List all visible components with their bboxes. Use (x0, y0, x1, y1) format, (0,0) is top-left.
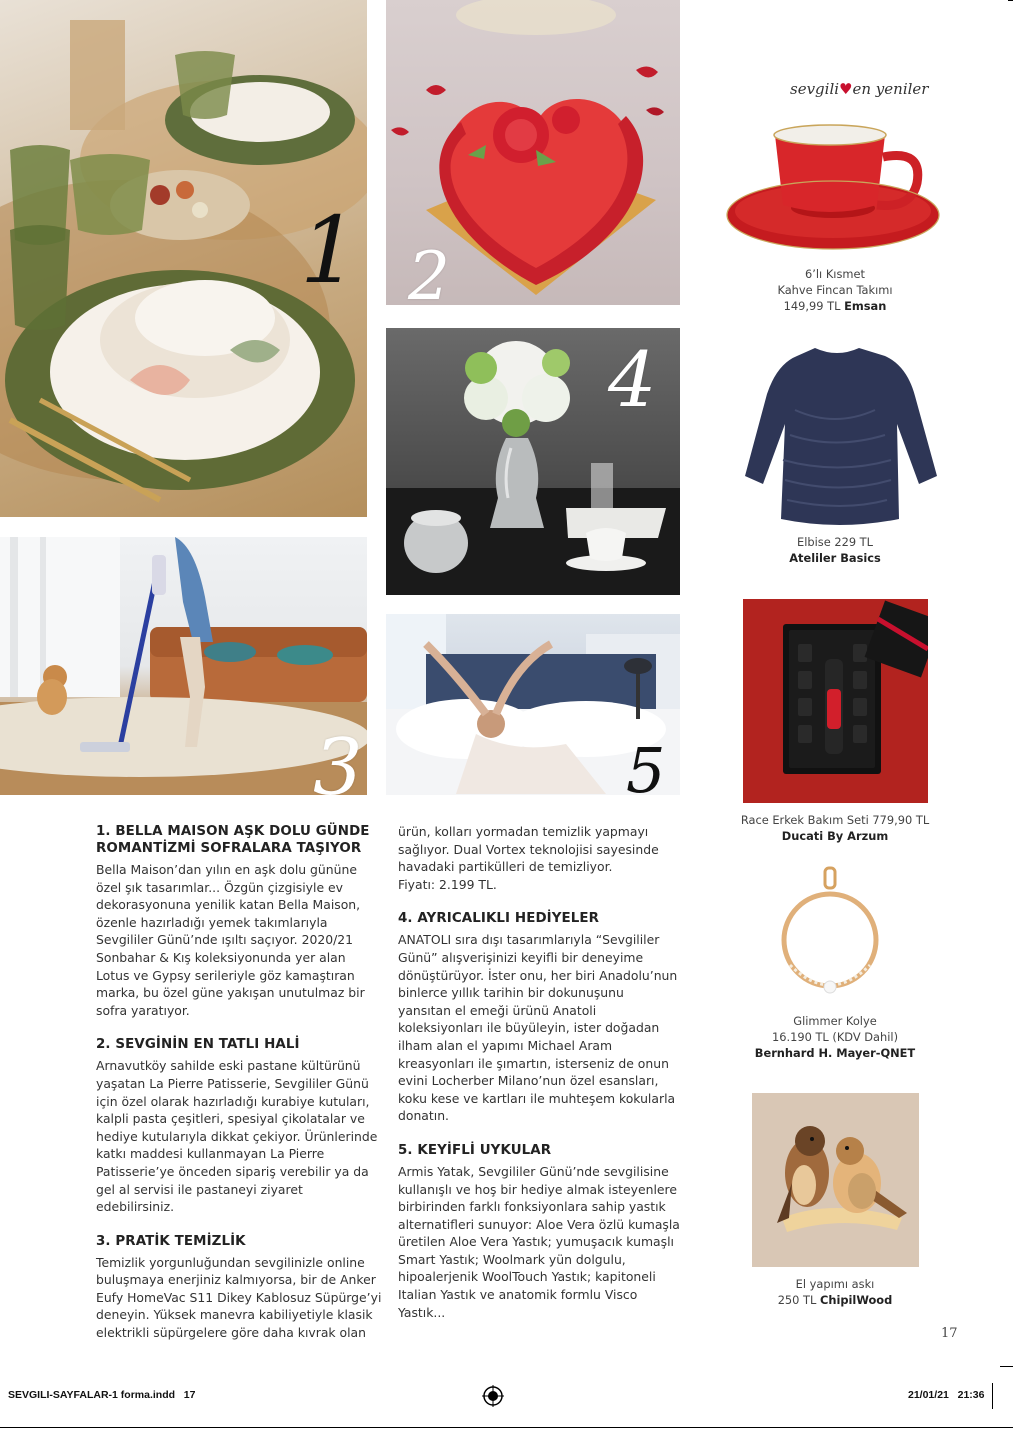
section-body-3: Temizlik yorgunluğundan sevgilinizle online buluşmaya enerjiniz kalmıyorsa, bir de Anker Eufy HomeVac S11 Dikey Kablosuz Süpürge’yi deneyin. Yüksek manevra kabiliyetiyle klasik elektrikli süpürgelere göre daha kıvrak olan (96, 1254, 382, 1341)
section-body-4: ANATOLI sıra dışı tasarımlarıyla “Sevgililer Günü” alışverişinizi keyifli bir deneyime dönüştürüyor. İster onu, her biri Anadolu’nun binlerce yıllık tarihin bir dokunuşunu yansıtan el emeği ürünü Anatoli koleksiyonları ile büyüleyin, ister doğadan ilham alan el yapımı Michael Aram kreasyonları ile şımartın, isterseniz de onun evini Locherber Milano’nun özel esansları, koku kese ve kartları ile muhteşem kokularla donatın. (398, 932, 678, 1124)
photo-number-5: 5 (626, 734, 666, 795)
registration-mark-icon (482, 1385, 504, 1407)
text-column-middle (398, 823, 680, 1321)
product-brand: Emsan (844, 299, 887, 313)
product-name: Race Erkek Bakım Seti 779,90 TL (740, 813, 930, 827)
photo-table-setting (0, 0, 367, 517)
page-number: 17 (941, 1326, 958, 1341)
section-body-2: Arnavutköy sahilde eski pastane kültürünü yaşatan La Pierre Patisserie, Sevgililer Günü için özel olarak hazırladığı kurabiye kutuları, kalpli pasta çeşitleri, spesiyal çikolatalar ve hediye kutularıyla dikkat çekiyor. Ürünlerinde katkı maddesi kullanmayan La Pierre Patisserie’ye önceden sipariş verebilir ya da gel al servisi ile pastaneyi ziyaret edebilirsiniz. (96, 1058, 378, 1215)
section-body-3-continued: ürün, kolları yormadan temizlik yapmayı sağlıyor. Dual Vortex teknolojisi sayesinde havadaki partikülleri de temizliyor. (398, 824, 659, 875)
product-brand: ChipilWood (819, 1293, 893, 1307)
product-caption-cup (735, 266, 935, 314)
bottom-rule (0, 1427, 1013, 1428)
photo-anatoli-gifts (386, 328, 680, 595)
section-title-5: 5. KEYİFLİ UYKULAR (398, 1142, 552, 1158)
photo-bed-pillows (386, 614, 680, 795)
section-title-3: 3. PRATİK TEMİZLİK (96, 1233, 246, 1249)
product-name: 6’lı Kısmet (805, 267, 865, 281)
section-title-4: 4. AYRICALIKLI HEDİYELER (398, 911, 600, 927)
text-column-left (96, 823, 382, 1342)
header-left: sevgili (790, 80, 840, 98)
photo-number-2: 2 (408, 238, 450, 305)
photo-vacuum-cleaner (0, 537, 367, 795)
section-body-5: Armis Yatak, Sevgililer Günü’nde sevgilisine kullanışlı ve hoş bir hediye almak isteyenlere birbirinden farklı fonksiyonlara sahip yastık alternatifleri sunuyor: Aloe Vera özlü kumaşla üretilen Aloe Vera Yastık; yumuşacık kumaşlı Smart Yastık; Woolmark yün dolgulu, hipoalerjenik WoolTouch Yastık; kapitoneli Italian Yastık ve anatomik formlu Visco Yastık... (398, 1163, 680, 1320)
product-caption-grooming-kit (725, 812, 945, 844)
product-image-cup (725, 115, 945, 260)
section-title-2: 2. SEVGİNİN EN TATLI HALİ (96, 1037, 300, 1053)
product-name: El yapımı askı (795, 1277, 875, 1291)
product-name-2: Kahve Fincan Takımı (777, 283, 893, 297)
footer-datetime: 21/01/21 21:36 (908, 1389, 985, 1401)
product-brand: Bernhard H. Mayer-QNET (754, 1046, 916, 1060)
photo-heart-cake (386, 0, 680, 305)
product-brand: Ateliler Basics (789, 551, 881, 565)
section-header (790, 80, 940, 98)
product-brand: Ducati By Arzum (781, 829, 889, 843)
product-price: 16.190 TL (KDV Dahil) (771, 1030, 899, 1044)
product-image-dress (735, 340, 940, 525)
product-caption-wooden-birds (735, 1276, 935, 1308)
section-price-3: Fiyatı: 2.199 TL. (398, 876, 497, 892)
section-title-1: 1. BELLA MAISON AŞK DOLU GÜNDE ROMANTİZMİ SOFRALARA TAŞIYOR (96, 824, 370, 856)
product-image-necklace (770, 865, 890, 1005)
header-right: en yeniler (852, 80, 929, 98)
footer-filename: SEVGILI-SAYFALAR-1 forma.indd 17 (8, 1389, 196, 1401)
product-price: 250 TL (777, 1293, 817, 1307)
section-body-1: Bella Maison’dan yılın en aşk dolu gününe özel şık tasarımlar... Özgün çizgisiyle ev dekorasyonuna yenilik katan Bella Maison, özenle hazırladığı yemek takımlarıyla Sevgililer Günü’nde ışıltı saçıyor. 2020/21 Sonbahar & Kış koleksiyonunda yer alan Lotus ve Gypsy serileriyle göz kamaştıran marka, bu özel güne yakışan unutulmaz bir sofra yaratıyor. (96, 862, 365, 1018)
crop-mark-line (1000, 1366, 1013, 1367)
crop-mark-bottom-right (992, 1383, 993, 1409)
product-name: Glimmer Kolye (793, 1014, 877, 1028)
heart-icon: ♥ (839, 80, 853, 98)
crop-mark-top (1008, 0, 1013, 1)
product-image-wooden-birds (752, 1093, 919, 1267)
product-caption-dress (735, 534, 935, 566)
product-price: 149,99 TL (783, 299, 841, 313)
photo-number-4: 4 (608, 335, 657, 424)
photo-number-3: 3 (313, 723, 363, 795)
product-image-grooming-kit (743, 599, 928, 803)
product-name: Elbise 229 TL (797, 535, 873, 549)
photo-number-1: 1 (300, 197, 359, 304)
product-caption-necklace (735, 1013, 935, 1061)
